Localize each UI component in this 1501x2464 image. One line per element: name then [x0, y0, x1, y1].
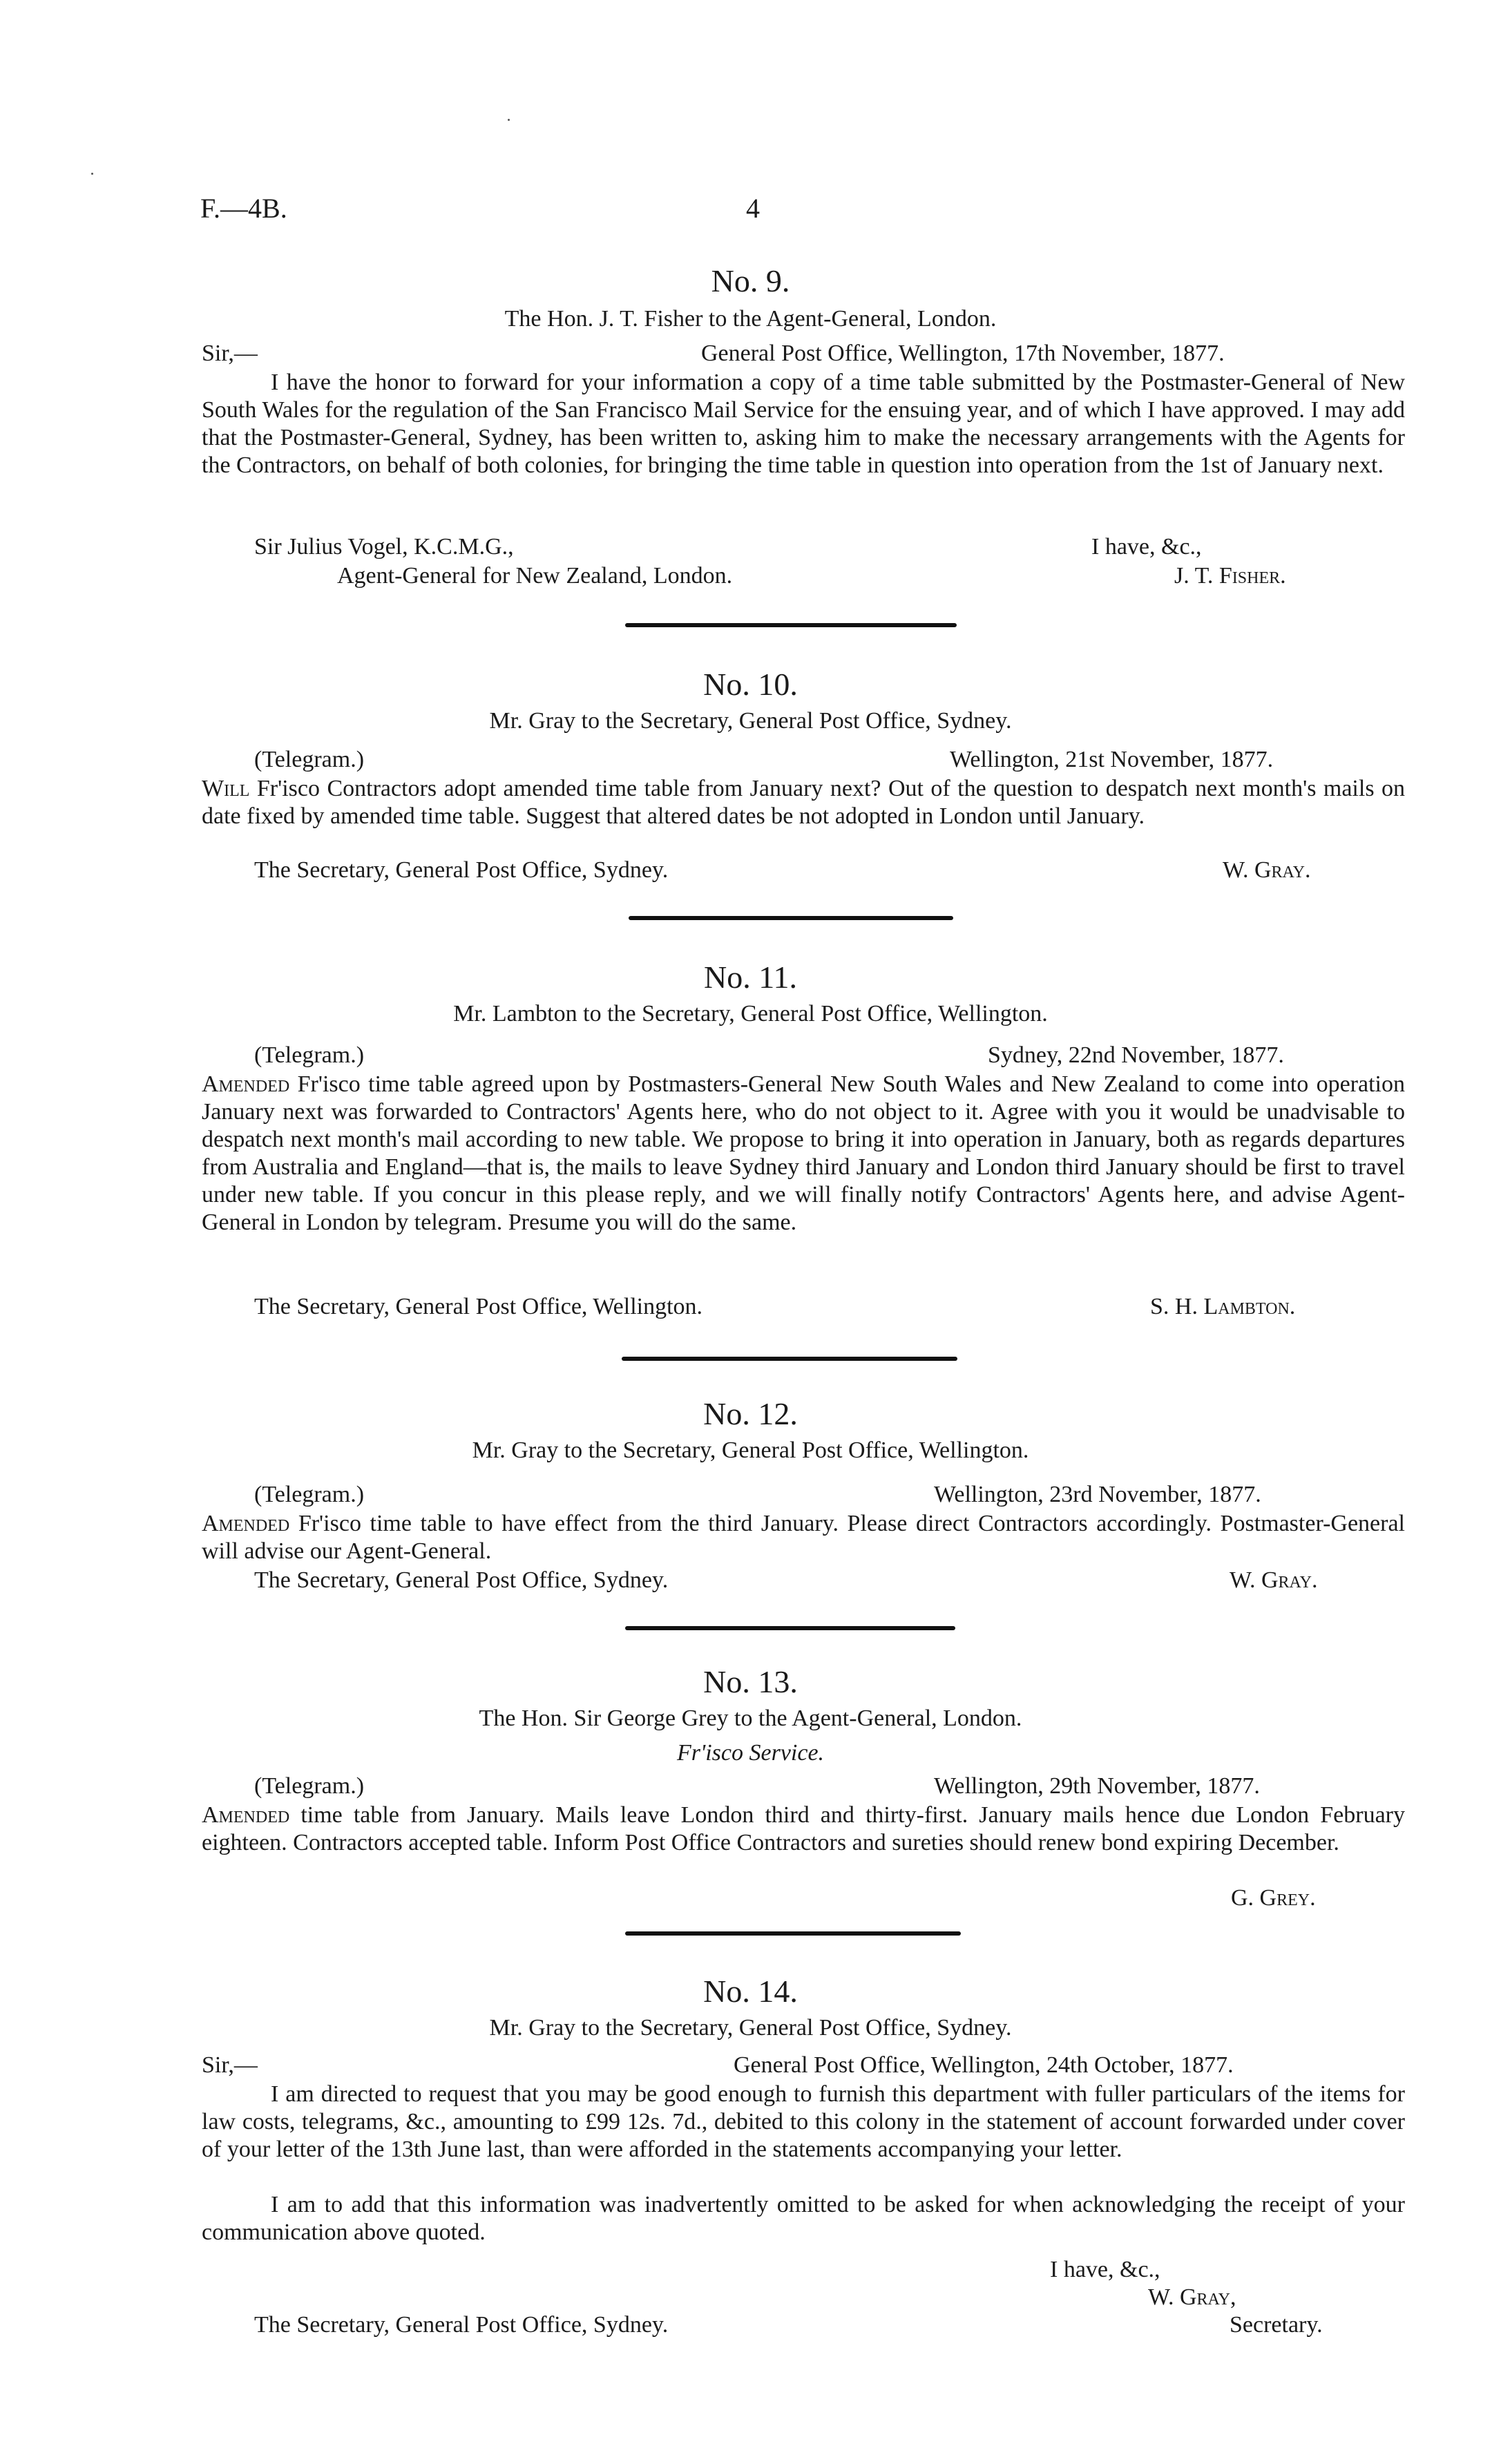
body-text: time table from January. Mails leave London third and thirty-first. January mails hence due London February eighteen. Contractors accepted table. Inform Post Office Contractors and sureties should renew bond expiring December. [202, 1802, 1405, 1855]
letter-origin: General Post Office, Wellington, 17th November, 1877. [701, 341, 1225, 366]
body-lead: Amended [202, 1071, 290, 1097]
recipient: Agent-General for New Zealand, London. [337, 563, 733, 589]
telegram-label: (Telegram.) [254, 1042, 365, 1068]
page-number: 4 [746, 193, 760, 224]
recipient: The Secretary, General Post Office, Wellington. [254, 1294, 703, 1319]
letter-subject: Fr'isco Service. [676, 1740, 825, 1766]
letter-address: Mr. Gray to the Secretary, General Post Office, Sydney. [489, 2015, 1012, 2041]
letter-address: Mr. Gray to the Secretary, General Post Office, Wellington. [472, 1438, 1029, 1463]
letter-number: No. 14. [703, 1974, 798, 2009]
closing: I have, &c., [1050, 2257, 1160, 2282]
body-lead: Will [202, 776, 250, 801]
recipient: Sir Julius Vogel, K.C.M.G., [254, 534, 514, 560]
body-lead: Amended [202, 1802, 290, 1828]
recipient: The Secretary, General Post Office, Sydney. [254, 2312, 669, 2338]
recipient: The Secretary, General Post Office, Sydney. [254, 857, 669, 883]
letter-address: The Hon. Sir George Grey to the Agent-General, London. [479, 1706, 1022, 1731]
section-divider [629, 916, 953, 920]
body-text: Fr'isco Contractors adopt amended time table from January next? Out of the question to despatch next month's mails on date fixed by amended time table. Suggest that altered dates be not adopted in London until January. [202, 776, 1406, 829]
speck [91, 173, 93, 175]
section-divider [622, 1357, 957, 1361]
letter-body: I have the honor to forward for your information a copy of a time table submitted by the Postmaster-General of New South Wales for the regulation of the San Francisco Mail Service for the ensuing year, and of which I have approved. I may add that the Postmaster-General, Sydney, has been written to, asking him to make the necessary arrangements with the Agents for the Contractors, on behalf of both colonies, for bringing the time table in question into operation from the 1st of January next. [202, 370, 1405, 478]
letter-body [202, 1802, 1405, 1857]
body-text: Fr'isco time table to have effect from the third January. Please direct Contractors accordingly. Postmaster-General will advise our Agent-General. [202, 1511, 1405, 1564]
letter-body [202, 775, 1405, 830]
speck [508, 119, 510, 121]
letter-origin: General Post Office, Wellington, 24th October, 1877. [734, 2052, 1234, 2078]
telegram-label: (Telegram.) [254, 1773, 365, 1799]
letter-number: No. 9. [711, 263, 790, 298]
letter-number: No. 13. [703, 1664, 798, 1699]
section-divider [625, 1931, 961, 1936]
signature: W. Gray. [1223, 857, 1311, 883]
letter-body [202, 1071, 1405, 1236]
salutation: Sir,— [202, 341, 258, 366]
letter-number: No. 11. [703, 959, 797, 995]
signature: W. Gray, [1148, 2284, 1236, 2310]
section-divider [625, 623, 957, 627]
salutation: Sir,— [202, 2052, 258, 2078]
closing: I have, &c., [1091, 534, 1202, 560]
letter-body-continued: I am to add that this information was inadvertently omitted to be asked for when acknowledging the receipt of your communication above quoted. [202, 2192, 1405, 2245]
signature-title: Secretary. [1230, 2312, 1323, 2338]
signature: J. T. Fisher. [1174, 563, 1286, 589]
signature: S. H. Lambton. [1150, 1294, 1296, 1319]
recipient: The Secretary, General Post Office, Sydney. [254, 1567, 669, 1593]
document-reference: F.—4B. [200, 193, 287, 224]
letter-origin: Wellington, 23rd November, 1877. [934, 1482, 1261, 1507]
letter-number: No. 10. [703, 667, 798, 702]
signature: W. Gray. [1230, 1567, 1318, 1593]
body-text: Fr'isco time table agreed upon by Postmasters-General New South Wales and New Zealand to come into operation January next was forwarded to Contractors' Agents here, who do not object to it. Agree with you it would be unadvisable to despatch next month's mail according to new table. We propose to bring it into operation in January, both as regards departures from Australia and England—that is, the mails to leave Sydney third January and London third January should be first to travel under new table. If you concur in this please reply, and we will finally notify Contractors' Agents here, and advise Agent-General in London by telegram. Presume you will do the same. [202, 1071, 1405, 1235]
letter-body [202, 1510, 1405, 1565]
letter-origin: Wellington, 29th November, 1877. [934, 1773, 1260, 1799]
letter-address: The Hon. J. T. Fisher to the Agent-General, London. [504, 306, 997, 332]
letter-address: Mr. Gray to the Secretary, General Post Office, Sydney. [489, 708, 1012, 734]
letter-origin: Sydney, 22nd November, 1877. [988, 1042, 1284, 1068]
signature: G. Grey. [1231, 1885, 1316, 1911]
telegram-label: (Telegram.) [254, 747, 365, 772]
letter-number: No. 12. [703, 1396, 798, 1431]
letter-address: Mr. Lambton to the Secretary, General Post Office, Wellington. [453, 1001, 1048, 1026]
section-divider [625, 1626, 955, 1630]
telegram-label: (Telegram.) [254, 1482, 365, 1507]
body-lead: Amended [202, 1511, 290, 1536]
letter-body: I am directed to request that you may be good enough to furnish this department with fuller particulars of the items for law costs, telegrams, &c., amounting to £99 12s. 7d., debited to this colony in the statement of account forwarded under cover of your letter of the 13th June last, than were afforded in the statements accompanying your letter. [202, 2081, 1405, 2162]
letter-origin: Wellington, 21st November, 1877. [950, 747, 1274, 772]
